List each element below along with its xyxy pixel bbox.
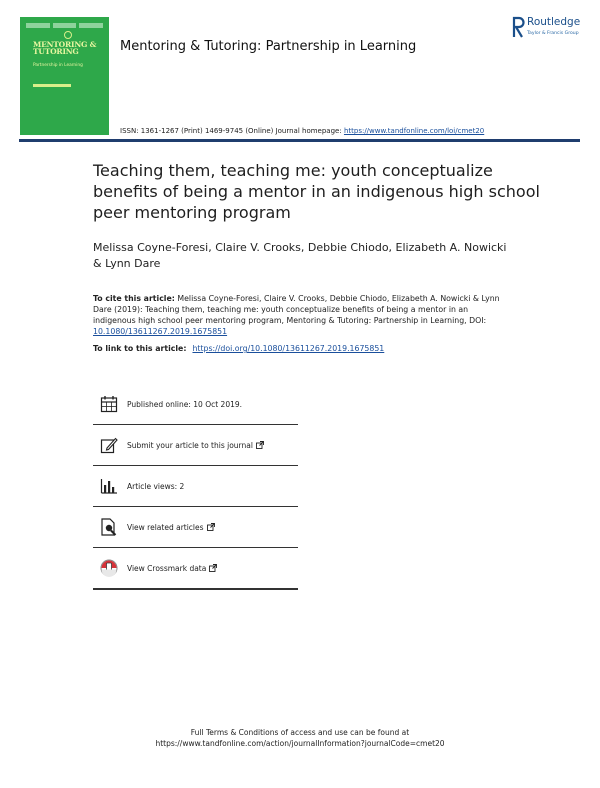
crossmark-label — [127, 564, 217, 573]
cover-title: MENTORING & TUTORING — [33, 40, 97, 56]
edit-icon — [100, 436, 118, 454]
related-articles-label — [127, 523, 215, 532]
external-link-icon — [209, 564, 217, 572]
cover-emblem-icon — [64, 31, 72, 39]
citation-block — [93, 293, 513, 337]
crossmark-text: View Crossmark data — [127, 563, 207, 573]
link-label: To link to this article: — [93, 344, 187, 353]
issn-text: ISSN: 1361-1267 (Print) 1469-9745 (Online) Journal homepage: — [120, 127, 342, 135]
journal-title: Mentoring & Tutoring: Partnership in Learning — [120, 39, 417, 54]
published-online-label: Published online: 10 Oct 2019. — [127, 399, 243, 409]
calendar-icon — [100, 395, 118, 413]
issn-line — [120, 127, 484, 135]
terms-footer — [0, 727, 600, 749]
article-title: Teaching them, teaching me: youth conceptualize benefits of being a mentor in an indigenous high school peer mentoring program — [93, 161, 540, 222]
routledge-logo-icon — [512, 15, 525, 39]
submit-article-label — [127, 441, 264, 450]
article-views-label: Article views: 2 — [127, 481, 185, 491]
header-rule — [19, 139, 580, 142]
journal-info-link[interactable]: https://www.tandfonline.com/action/journalInformation?journalCode=cmet20 — [155, 739, 445, 748]
submit-article-text: Submit your article to this journal — [127, 440, 253, 450]
published-online-row — [93, 384, 298, 425]
publisher-logo — [512, 15, 597, 47]
citation-doi-link[interactable]: 10.1080/13611267.2019.1675851 — [93, 327, 228, 336]
external-link-icon — [256, 441, 264, 449]
submit-article-row[interactable] — [93, 425, 298, 466]
journal-cover — [20, 17, 109, 135]
external-link-icon — [207, 523, 215, 531]
crossmark-icon — [100, 559, 118, 577]
related-articles-text: View related articles — [127, 522, 204, 532]
terms-line: Full Terms & Conditions of access and use can be found at — [190, 728, 410, 737]
article-link-line — [93, 344, 513, 353]
document-search-icon — [100, 518, 118, 536]
crossmark-row[interactable] — [93, 548, 298, 590]
publisher-name: Routledge — [527, 16, 581, 28]
journal-homepage-link[interactable]: https://www.tandfonline.com/loi/cmet20 — [343, 127, 485, 135]
bar-chart-icon — [100, 477, 118, 495]
citation-label: To cite this article: — [93, 294, 175, 303]
article-doi-link[interactable]: https://doi.org/10.1080/13611267.2019.1675851 — [192, 344, 385, 353]
cover-subtitle: Partnership in Learning — [33, 63, 83, 68]
article-authors: Melissa Coyne-Foresi, Claire V. Crooks, Debbie Chiodo, Elizabeth A. Nowicki & Lynn Dare — [93, 241, 507, 270]
cover-strip — [26, 23, 103, 28]
publisher-tagline: Taylor & Francis Group — [527, 31, 579, 36]
article-info-list — [93, 384, 298, 590]
related-articles-row[interactable] — [93, 507, 298, 548]
article-views-row — [93, 466, 298, 507]
cover-bar — [33, 84, 71, 87]
citation-text: Melissa Coyne-Foresi, Claire V. Crooks, Debbie Chiodo, Elizabeth A. Nowicki & Lynn Dare (2019): Teaching them, teaching me: youth conceptualize benefits of being a mentor in an indigenous high school peer mentoring program, Mentoring & Tutoring: Partnership in Learning, DOI: — [93, 294, 500, 325]
